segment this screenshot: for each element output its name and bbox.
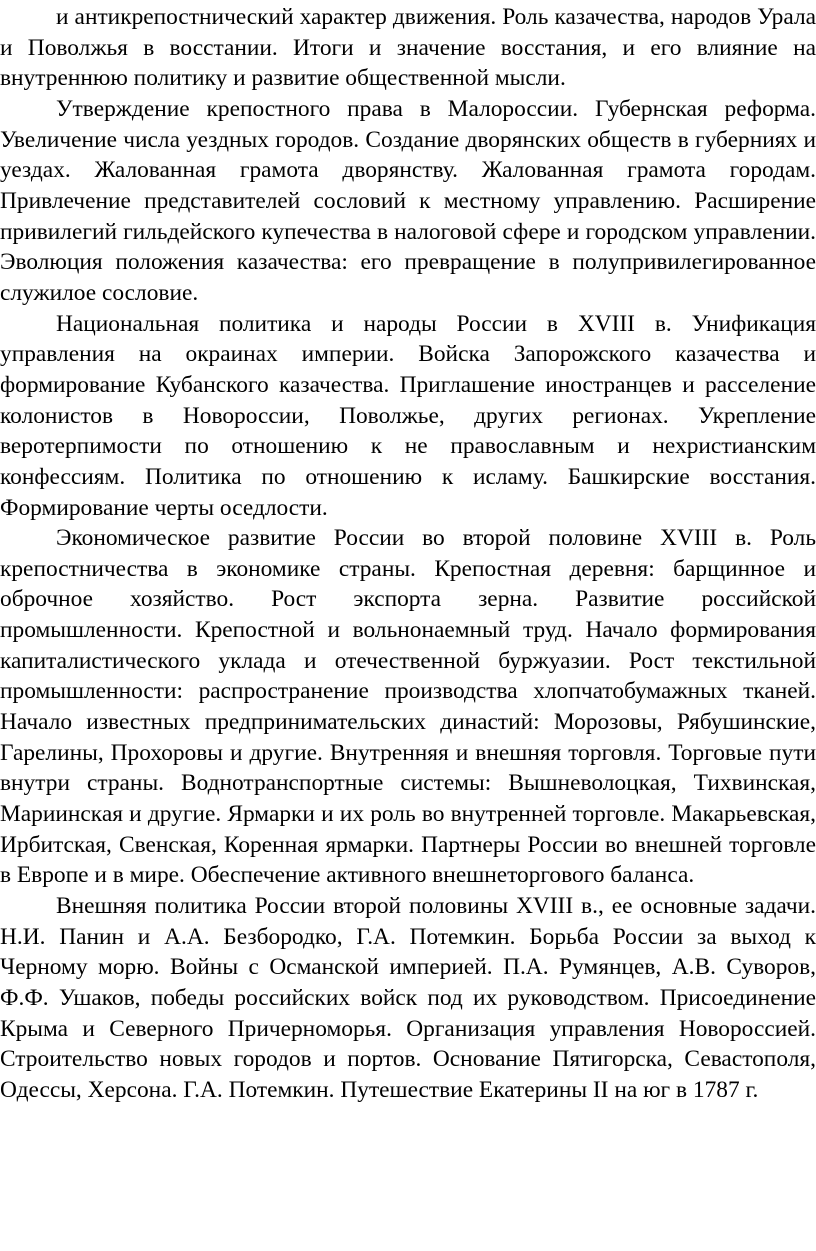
paragraph-provincial-reform: Утверждение крепостного права в Малороссии. Губернская реформа. Увеличение числа уездных городов. Создание дворянских обществ в губерниях и уездах. Жалованная грамота дворянству. Жалованная грамота городам. Привлечение представителей сословий к местному управлению. Расширение привилегий гильдейского купечества в налоговой сфере и городском управлении. Эволюция положения казачества: его превращение в полупривилегированное служилое сословие. [0,95,816,306]
paragraph-national-policy: Национальная политика и народы России в XVIII в. Унификация управления на окраинах империи. Войска Запорожского казачества и формирование Кубанского казачества. Приглашение иностранцев и расселение колонистов в Новороссии, Поволжье, других регионах. Укрепление веротерпимости по отношению к не православным и нехристианским конфессиям. Политика по отношению к исламу. Башкирские восстания. Формирование черты оседлости. [0,310,816,521]
paragraph-economic-development: Экономическое развитие России во второй половине XVIII в. Роль крепостничества в экономике страны. Крепостная деревня: барщинное и оброчное хозяйство. Рост экспорта зерна. Развитие российской промышленности. Крепостной и вольнонаемный труд. Начало формирования капиталистического уклада и отечественной буржуазии. Рост текстильной промышленности: распространение производства хлопчатобумажных тканей. Начало известных предпринимательских династий: Морозовы, Рябушинские, Гарелины, Прохоровы и другие. Внутренняя и внешняя торговля. Торговые пути внутри страны. Воднотранспортные системы: Вышневолоцкая, Тихвинская, Мариинская и другие. Ярмарки и их роль во внутренней торговле. Макарьевская, Ирбитская, Свенская, Коренная ярмарки. Партнеры России во внешней торговле в Европе и в мире. Обеспечение активного внешнеторгового баланса. [0,525,816,889]
paragraph-foreign-policy: Внешняя политика России второй половины XVIII в., ее основные задачи. Н.И. Панин и А.А. Безбородко, Г.А. Потемкин. Борьба России за выход к Черному морю. Войны с Османской империей. П.А. Румянцев, А.В. Суворов, Ф.Ф. Ушаков, победы российских войск под их руководством. Присоединение Крыма и Северного Причерноморья. Организация управления Новороссией. Строительство новых городов и портов. Основание Пятигорска, Севастополя, Одессы, Херсона. Г.А. Потемкин. Путешествие Екатерины II на юг в 1787 г. [0,893,816,1103]
paragraph-uprising-conclusion: и антикрепостнический характер движения. Роль казачества, народов Урала и Поволжья в восстании. Итоги и значение восстания, и его влияние на внутреннюю политику и развитие общественной мысли. [0,4,816,92]
